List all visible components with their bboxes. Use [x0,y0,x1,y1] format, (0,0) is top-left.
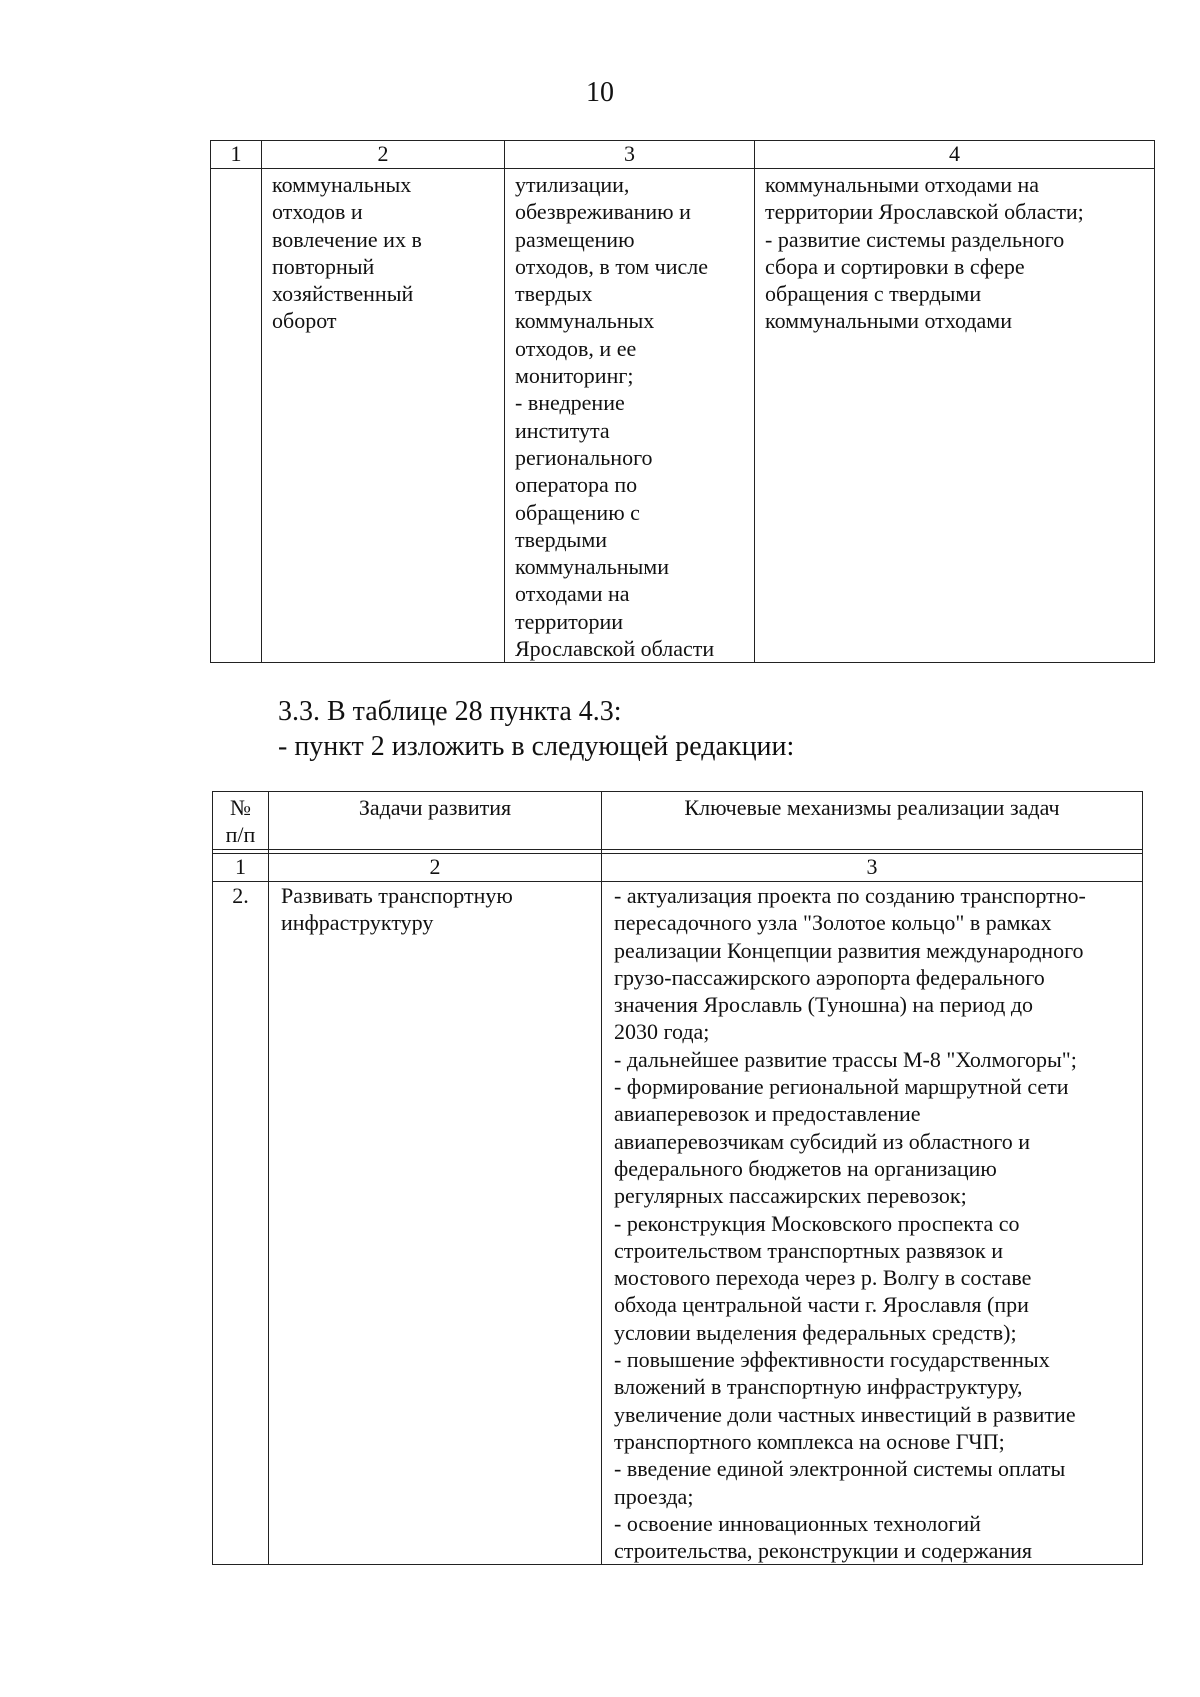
header-number: № п/п [213,792,269,850]
table-header-row [213,792,1143,850]
continuation-table [210,140,1155,663]
row-number-cell [211,169,262,663]
instruction-text: - пункт 2 изложить в следующей редакции: [278,731,795,762]
task-cell: Развивать транспортную инфраструктуру [269,882,602,1565]
column-number-3: 3 [602,854,1143,882]
column-number-3: 3 [505,141,755,169]
table-row [211,169,1155,663]
objective-cell: коммунальных отходов и вовлечение их в повторный хозяйственный оборот [262,169,505,663]
column-number-2: 2 [269,854,602,882]
mechanisms-cell: - актуализация проекта по созданию транспортно- пересадочного узла "Золотое кольцо" в рамках реализации Концепции развития международного грузо-пассажирского аэропорта федерального значения Ярославль (Туношна) на период до 2030 года; - дальнейшее развитие трассы М-8 "Холмогоры"; - формирование региональной маршрутной сети авиаперевозок и предоставление авиаперевозчикам субсидий из областного и федерального бюджетов на организацию регулярных пассажирских перевозок; - реконструкция Московского проспекта со строительством транспортных развязок и мостового перехода через р. Волгу в составе обхода центральной части г. Ярославля (при условии выделения федеральных средств); - повышение эффективности государственных вложений в транспортную инфраструктуру, увеличение доли частных инвестиций в развитие транспортного комплекса на основе ГЧП; - введение единой электронной системы оплаты проезда; - освоение инновационных технологий строительства, реконструкции и содержания [602,882,1143,1565]
column-number-4: 4 [755,141,1155,169]
header-mechanisms: Ключевые механизмы реализации задач [602,792,1143,850]
column-number-1: 1 [213,854,269,882]
task-cell: утилизации, обезвреживанию и размещению отходов, в том числе твердых коммунальных отходов, и ее мониторинг; - внедрение института регионального оператора по обращению с твердыми коммунальными отходами на территории Ярославской области [505,169,755,663]
column-numbers-row [213,854,1143,882]
row-number-cell: 2. [213,882,269,1565]
section-heading: 3.3. В таблице 28 пункта 4.3: [278,696,622,727]
mechanism-cell: коммунальными отходами на территории Ярославской области; - развитие системы раздельного сбора и сортировки в сфере обращения с твердыми коммунальными отходами [755,169,1155,663]
amended-table [212,791,1143,1565]
column-number-2: 2 [262,141,505,169]
column-number-1: 1 [211,141,262,169]
table-row [213,882,1143,1565]
table-header-row [211,141,1155,169]
page-number: 10 [586,77,614,108]
header-tasks: Задачи развития [269,792,602,850]
